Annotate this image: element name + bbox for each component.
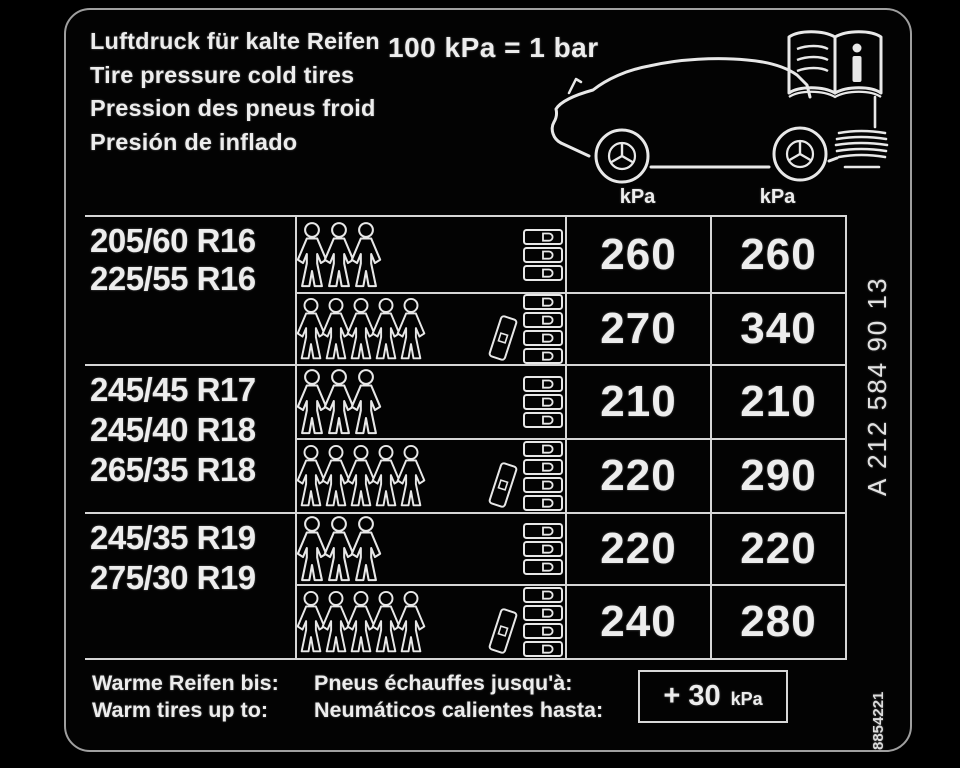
adjustment-unit: kPa [730, 689, 763, 709]
mercedes-star-wheel-icon [774, 128, 826, 180]
tire-size: 275/30 R19 [90, 559, 256, 596]
warm-note-es: Neumáticos calientes hasta: [314, 698, 604, 722]
tire-size: 265/35 R18 [90, 451, 256, 488]
passenger-icons [295, 222, 376, 288]
table-bottom-line [85, 658, 847, 660]
serial-number: 8854221 [870, 691, 887, 750]
pressure-front: 220 [600, 451, 677, 500]
tire-size: 245/35 R19 [90, 519, 256, 556]
pressure-rear: 220 [740, 524, 817, 573]
luggage-stack-icon [523, 229, 563, 281]
luggage-stack-icon [523, 523, 563, 575]
passenger-icons [295, 369, 376, 435]
load-pictogram-partial [295, 514, 563, 584]
adjustment-value: + 30 [663, 680, 721, 712]
title-block [90, 25, 380, 159]
load-pictogram-partial [295, 217, 563, 292]
tire-size: 245/45 R17 [90, 371, 256, 408]
tire-pressure-label [64, 8, 912, 752]
suitcase-icon [485, 457, 521, 513]
passenger-icon [395, 444, 427, 508]
pressure-rear: 260 [740, 229, 817, 279]
mercedes-star-wheel-icon [596, 130, 648, 182]
warm-note-en: Warm tires up to: [92, 698, 268, 722]
tire-size: 225/55 R16 [90, 260, 256, 297]
info-icon [853, 44, 862, 83]
load-pictogram-full [295, 586, 563, 658]
warm-adjustment-box [638, 670, 788, 723]
load-pictogram-partial [295, 366, 563, 438]
warm-tires-note-fr-es [314, 670, 603, 724]
title-line-de: Luftdruck für kalte Reifen [90, 28, 380, 54]
unit-conversion-note: 100 kPa = 1 bar [388, 32, 599, 63]
luggage-stack-3-icon [523, 376, 563, 428]
warm-note-de: Warme Reifen bis: [92, 671, 279, 695]
luggage-stack-icon [523, 376, 563, 428]
luggage-stack-3-icon [523, 523, 563, 575]
pressure-rear: 290 [740, 451, 817, 500]
owners-manual-book-icon [789, 32, 881, 97]
pressure-rear: 210 [740, 377, 817, 426]
warm-tires-note-de-en [92, 670, 279, 724]
car-side-icon [545, 27, 913, 195]
title-line-fr: Pression des pneus froid [90, 95, 376, 121]
luggage-stack-4-icon [523, 587, 563, 657]
pressure-front: 240 [600, 597, 677, 646]
luggage-stack-3-icon [523, 229, 563, 281]
passenger-icons [295, 590, 420, 654]
passenger-icon [349, 222, 383, 288]
passenger-icon [395, 297, 427, 361]
luggage-stack-4-icon [523, 441, 563, 511]
title-line-en: Tire pressure cold tires [90, 61, 355, 88]
title-line-es: Presión de inflado [90, 128, 298, 155]
rear-axle-unit-header: kPa [759, 186, 796, 208]
pressure-front: 210 [600, 377, 677, 426]
pressure-front: 220 [600, 524, 677, 573]
luggage-stack-4-icon [523, 294, 563, 364]
tire-size: 245/40 R18 [90, 411, 256, 448]
tire-size-group-1 [90, 222, 292, 298]
tire-stack-icon [836, 97, 887, 167]
part-number: A 212 584 90 13 [862, 276, 892, 496]
suitcase-icon [485, 603, 521, 659]
luggage-stack-icon [485, 441, 563, 511]
tire-size: 205/60 R16 [90, 222, 256, 259]
tire-size-group-2 [90, 370, 292, 490]
load-pictogram-full [295, 294, 563, 364]
passenger-icons [295, 516, 376, 582]
pressure-rear: 340 [740, 304, 817, 353]
tire-size-group-3 [90, 518, 292, 598]
passenger-icon [395, 590, 427, 654]
pressure-front: 270 [600, 304, 677, 353]
table-right-line [845, 215, 847, 660]
luggage-stack-icon [485, 587, 563, 657]
pressure-front: 260 [600, 229, 677, 279]
passenger-icons [295, 444, 420, 508]
luggage-stack-icon [485, 294, 563, 364]
passenger-icons [295, 297, 420, 361]
suitcase-icon [485, 310, 521, 366]
warm-note-fr: Pneus échauffes jusqu'à: [314, 671, 573, 695]
front-axle-unit-header: kPa [619, 186, 656, 208]
passenger-icon [349, 516, 383, 582]
load-pictogram-full [295, 440, 563, 512]
passenger-icon [349, 369, 383, 435]
pressure-rear: 280 [740, 597, 817, 646]
